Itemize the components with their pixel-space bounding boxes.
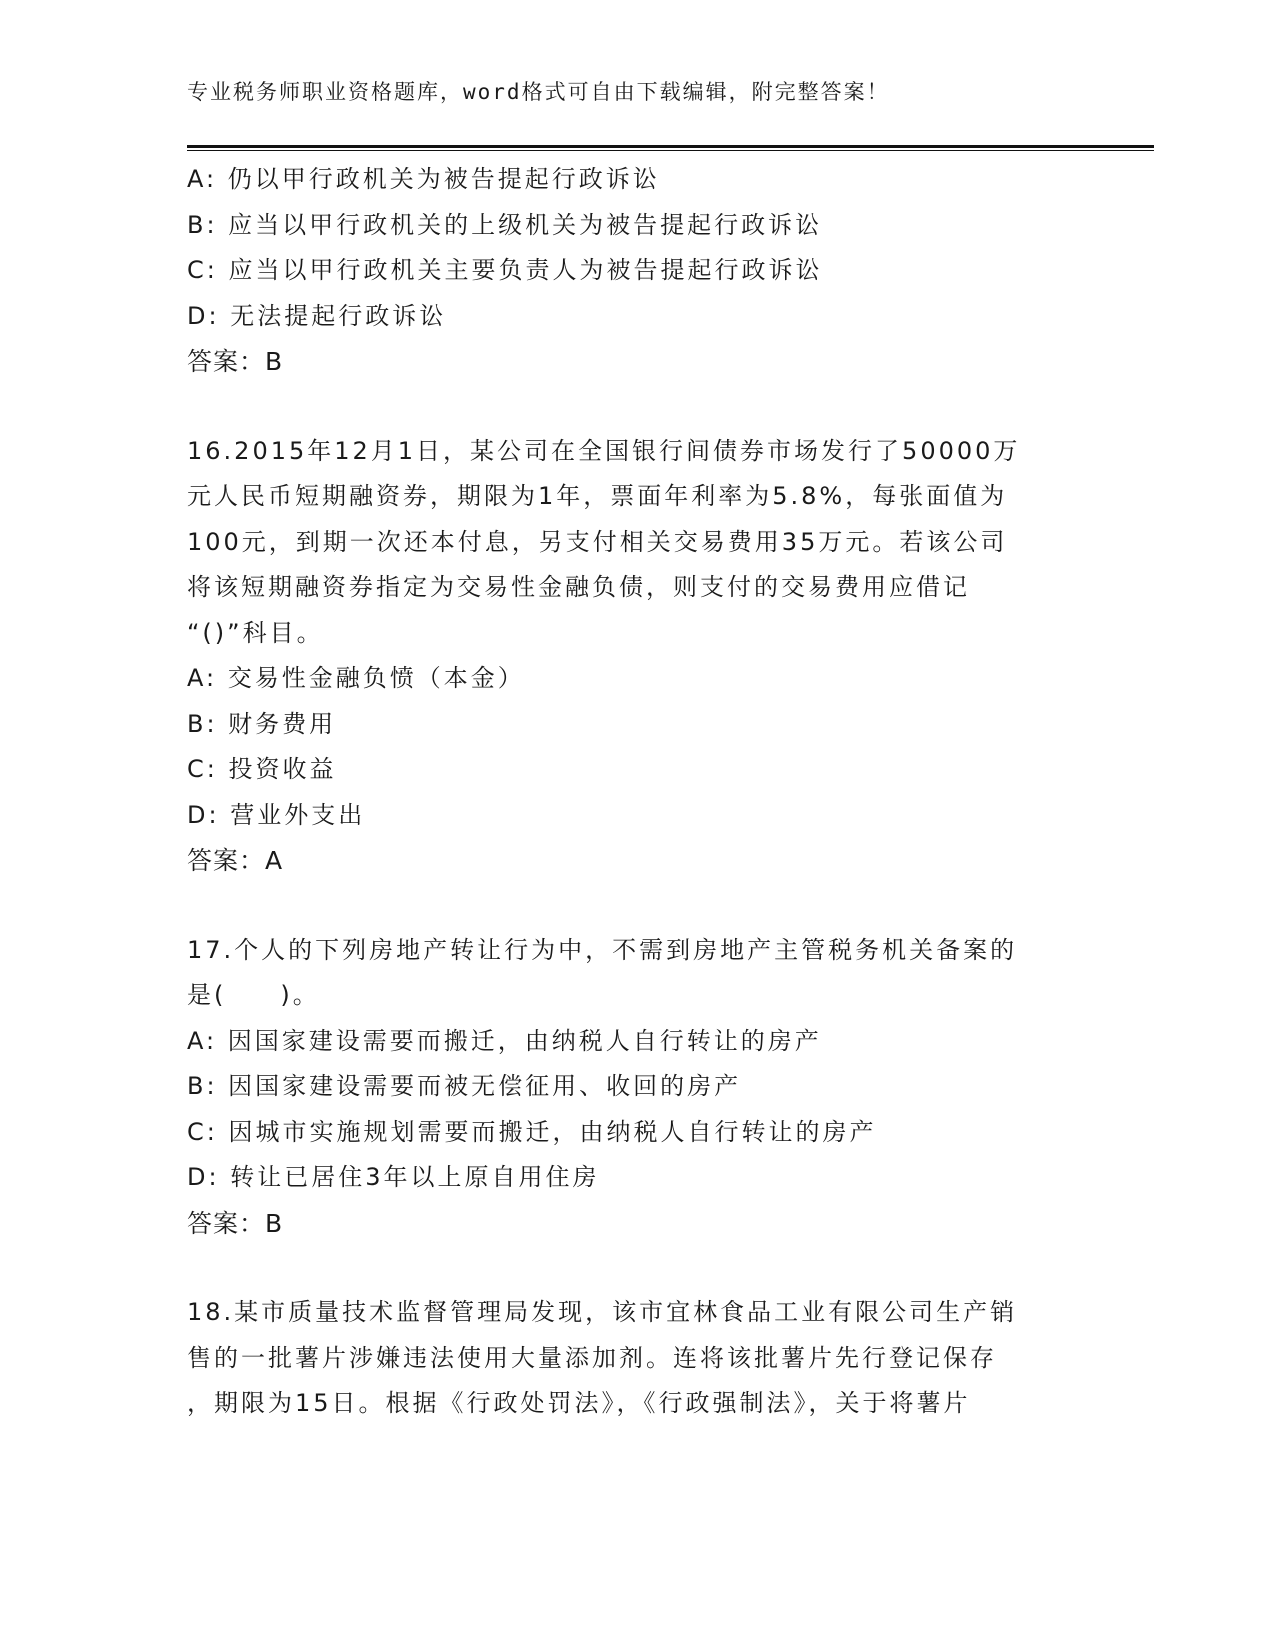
option-d: D: 无法提起行政诉讼 bbox=[187, 301, 447, 330]
option-b: B: 因国家建设需要而被无偿征用、收回的房产 bbox=[187, 1072, 742, 1100]
header-rule-thin bbox=[187, 150, 1154, 151]
question-16 bbox=[187, 429, 1087, 884]
header-rule-thick bbox=[187, 145, 1154, 148]
question-text-line: 将该短期融资券指定为交易性金融负债，则支付的交易费用应借记 bbox=[187, 573, 970, 601]
answer: 答案：B bbox=[187, 1208, 284, 1238]
page-header: 专业税务师职业资格题库，word格式可自由下载编辑，附完整答案！ bbox=[187, 80, 890, 104]
question-text-line: ，期限为15日。根据《行政处罚法》，《行政强制法》，关于将薯片 bbox=[187, 1389, 971, 1417]
spacer bbox=[187, 1246, 1087, 1290]
option-c: C: 投资收益 bbox=[187, 755, 337, 783]
option-d: D: 转让已居住3年以上原自用住房 bbox=[187, 1163, 600, 1191]
answer: 答案：A bbox=[187, 846, 284, 875]
option-a: A: 交易性金融负愤（本金） bbox=[187, 664, 525, 692]
question-text-line: “()”科目。 bbox=[187, 618, 324, 647]
answer: 答案：B bbox=[187, 347, 284, 376]
option-c: C: 因城市实施规划需要而搬迁，由纳税人自行转让的房产 bbox=[187, 1117, 877, 1146]
question-text-line: 17.个人的下列房地产转让行为中，不需到房地产主管税务机关备案的 bbox=[187, 935, 1018, 964]
option-b: B: 应当以甲行政机关的上级机关为被告提起行政诉讼 bbox=[187, 210, 823, 239]
question-text-line: 16.2015年12月1日，某公司在全国银行间债券市场发行了50000万 bbox=[187, 436, 1021, 465]
question-text-line: 18.某市质量技术监督管理局发现，该市宜林食品工业有限公司生产销 bbox=[187, 1298, 1018, 1326]
option-d: D: 营业外支出 bbox=[187, 800, 366, 829]
question-15 bbox=[187, 157, 1087, 385]
option-a: A: 因国家建设需要而搬迁，由纳税人自行转让的房产 bbox=[187, 1026, 822, 1055]
question-text-line: 是( )。 bbox=[187, 981, 320, 1009]
spacer bbox=[187, 884, 1087, 928]
question-17 bbox=[187, 928, 1087, 1247]
option-b: B: 财务费用 bbox=[187, 709, 337, 738]
option-c: C: 应当以甲行政机关主要负责人为被告提起行政诉讼 bbox=[187, 256, 823, 284]
document-body bbox=[187, 157, 1087, 1427]
question-18 bbox=[187, 1290, 1087, 1427]
question-text-line: 售的一批薯片涉嫌违法使用大量添加剂。连将该批薯片先行登记保存 bbox=[187, 1343, 997, 1372]
spacer bbox=[187, 385, 1087, 429]
option-a: A: 仍以甲行政机关为被告提起行政诉讼 bbox=[187, 165, 660, 193]
question-text-line: 元人民币短期融资券，期限为1年，票面年利率为5.8%，每张面值为 bbox=[187, 482, 1008, 510]
question-text-line: 100元，到期一次还本付息，另支付相关交易费用35万元。若该公司 bbox=[187, 527, 1008, 556]
